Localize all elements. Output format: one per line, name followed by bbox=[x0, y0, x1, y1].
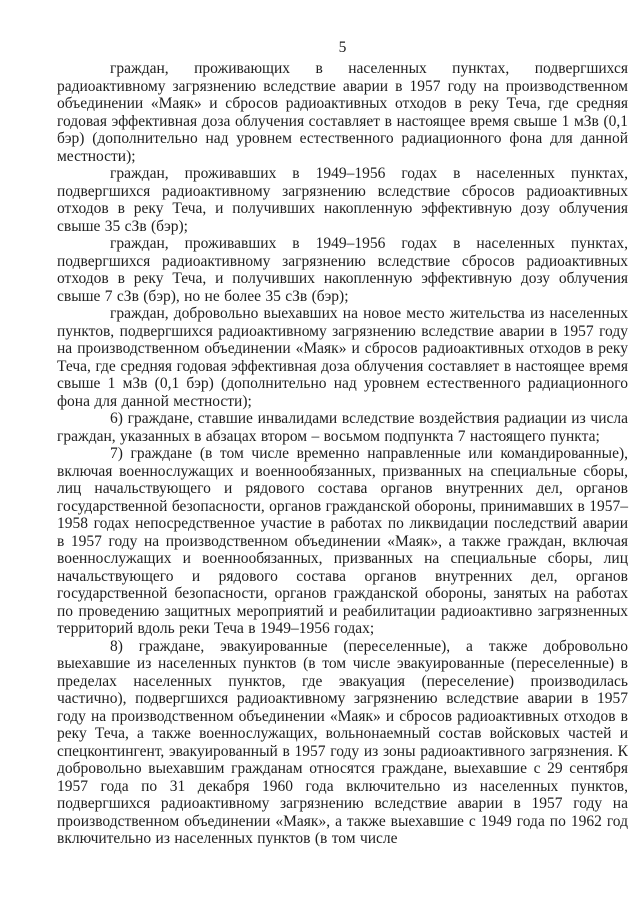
paragraph-citizens-living-contaminated: граждан, проживающих в населенных пунктах, подвергшихся радиоактивному загрязнению вследствие аварии в 1957 году на производственном объединении «Маяк» и сбросов радиоактивных отходов в реку Теча, где средняя годовая эффективная доза облучения составляет в настоящее время свыше 1 мЗв (0,1 бэр) (дополнительно над уровнем естественного радиационного фона для данной местности); bbox=[57, 60, 628, 165]
paragraph-citizens-1949-1956-dose-over-35: граждан, проживавших в 1949–1956 годах в населенных пунктах, подвергшихся радиоактивному загрязнению вследствие сбросов радиоактивных отходов в реку Теча, и получивших накопленную эффективную дозу облучения свыше 35 сЗв (бэр); bbox=[57, 165, 628, 235]
paragraph-citizens-1949-1956-dose-7-to-35: граждан, проживавших в 1949–1956 годах в населенных пунктах, подвергшихся радиоактивному загрязнению вследствие сбросов радиоактивных отходов в реку Теча, и получивших накопленную эффективную дозу облучения свыше 7 сЗв (бэр), но не более 35 сЗв (бэр); bbox=[57, 235, 628, 305]
paragraph-citizens-voluntarily-relocated: граждан, добровольно выехавших на новое место жительства из населенных пунктов, подвергшихся радиоактивному загрязнению вследствие аварии в 1957 году на производственном объединении «Маяк» и сбросов радиоактивных отходов в реку Теча, где средняя годовая эффективная доза облучения составляет в настоящее время свыше 1 мЗв (0,1 бэр) (дополнительно над уровнем естественного радиационного фона для данной местности); bbox=[57, 305, 628, 410]
page-number: 5 bbox=[338, 39, 347, 56]
paragraph-item-6-disabled-citizens: 6) граждане, ставшие инвалидами вследствие воздействия радиации из числа граждан, указанных в абзацах втором – восьмом подпункта 7 настоящего пункта; bbox=[57, 410, 628, 445]
document-body bbox=[57, 60, 628, 848]
paragraph-item-7-liquidators: 7) граждане (в том числе временно направленные или командированные), включая военнослужащих и военнообязанных, призванных на специальные сборы, лиц начальствующего и рядового состава органов внутренних дел, органов государственной безопасности, органов гражданской обороны, принимавших в 1957–1958 годах непосредственное участие в работах по ликвидации последствий аварии в 1957 году на производственном объединении «Маяк», а также граждан, включая военнослужащих и военнообязанных, призванных на специальные сборы, лиц начальствующего и рядового состава органов внутренних дел, органов государственной безопасности, органов гражданской обороны, занятых на работах по проведению защитных мероприятий и реабилитации радиоактивно загрязненных территорий вдоль реки Теча в 1949–1956 годах; bbox=[57, 445, 628, 637]
paragraph-item-8-evacuated-citizens: 8) граждане, эвакуированные (переселенные), а также добровольно выехавшие из населенных пунктов (в том числе эвакуированные (переселенные) в пределах населенных пунктов, где эвакуация (переселение) производилась частично), подвергшихся радиоактивному загрязнению вследствие аварии в 1957 году на производственном объединении «Маяк» и сбросов радиоактивных отходов в реку Теча, а также военнослужащих, вольнонаемный состав войсковых частей и спецконтингент, эвакуированный в 1957 году из зоны радиоактивного загрязнения. К добровольно выехавшим гражданам относятся граждане, выехавшие с 29 сентября 1957 года по 31 декабря 1960 года включительно из населенных пунктов, подвергшихся радиоактивному загрязнению вследствие аварии в 1957 году на производственном объединении «Маяк», а также выехавшие с 1949 года по 1962 год включительно из населенных пунктов (в том числе bbox=[57, 637, 628, 847]
